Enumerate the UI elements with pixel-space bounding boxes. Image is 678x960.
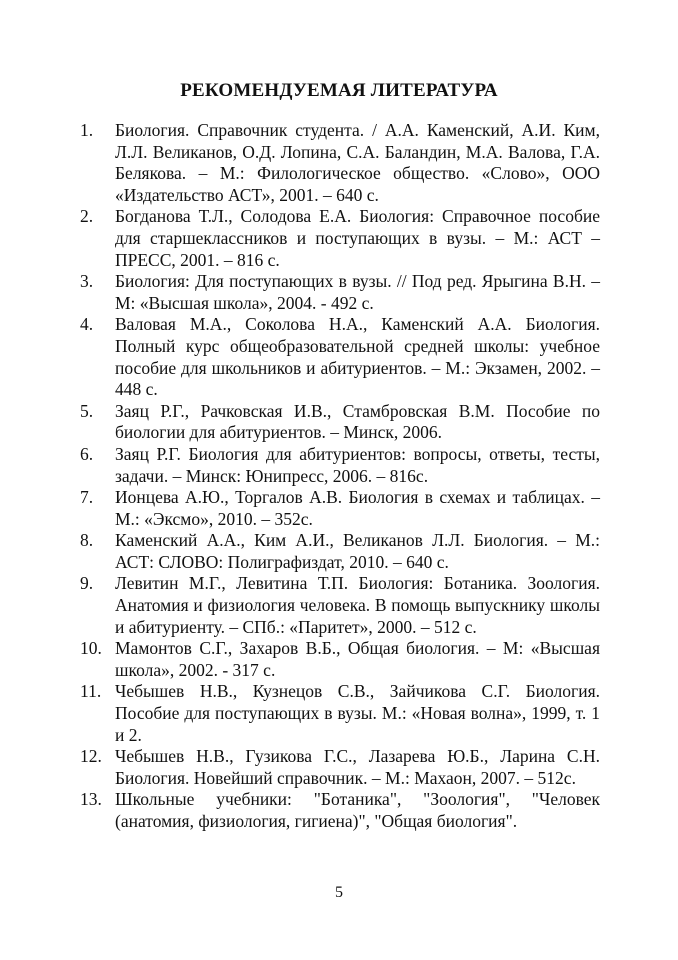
reference-number: 13. (80, 789, 102, 810)
reference-text: Биология: Для поступающих в вузы. // Под ред. Ярыгина В.Н. – М: «Высшая школа», 2004. - 492 с. (115, 271, 600, 313)
page-number: 5 (335, 884, 343, 901)
reference-number: 12. (80, 746, 102, 767)
reference-number: 3. (80, 271, 94, 292)
reference-text: Заяц Р.Г., Рачковская И.В., Стамбровская В.М. Пособие по биологии для абитуриентов. – Минск, 2006. (115, 400, 600, 443)
reference-item (80, 746, 600, 789)
reference-item (80, 530, 600, 573)
reference-item (80, 638, 600, 681)
reference-item (80, 573, 600, 638)
reference-item (80, 487, 600, 530)
reference-text: Школьные учебники: "Ботаника", "Зоология", "Человек (анатомия, физиология, гигиена)", "Общая биология". (115, 789, 600, 831)
reference-number: 11. (80, 681, 102, 702)
reference-item (80, 444, 600, 487)
reference-number: 2. (80, 206, 94, 227)
reference-text: Богданова Т.Л., Солодова Е.А. Биология: Справочное пособие для старшеклассников и поступающих в вузы. – М.: АСТ – ПРЕСС, 2001. – 816 с. (115, 206, 600, 270)
reference-text: Ионцева А.Ю., Торгалов А.В. Биология в схемах и таблицах. – М.: «Эксмо», 2010. – 352с. (115, 487, 600, 529)
reference-number: 10. (80, 638, 102, 659)
reference-text: Чебышев Н.В., Кузнецов С.В., Зайчикова С.Г. Биология. Пособие для поступающих в вузы. М.: «Новая волна», 1999, т. 1 и 2. (115, 681, 600, 745)
reference-number: 4. (80, 314, 94, 335)
reference-item (80, 271, 600, 314)
reference-number: 6. (80, 443, 94, 464)
reference-item (80, 401, 600, 444)
reference-number: 1. (80, 120, 94, 140)
reference-text: Биология. Справочник студента. / А.А. Каменский, А.И. Ким, Л.Л. Великанов, О.Д. Лопина, С.А. Баландин, М.А. Валова, Г.А. Белякова. – М.: Филологическое общество. «Слово», ООО «Издательство АСТ», 2001. – 640 с. (115, 120, 600, 205)
reference-number: 9. (80, 573, 94, 594)
reference-number: 5. (80, 400, 94, 421)
reference-item (80, 206, 600, 271)
page-title: РЕКОМЕНДУЕМАЯ ЛИТЕРАТУРА (180, 80, 498, 101)
reference-text: Левитин М.Г., Левитина Т.П. Биология: Ботаника. Зоология. Анатомия и физиология человека. В помощь выпускнику школы и абитуриенту. – СПб.: «Паритет», 2000. – 512 с. (115, 573, 600, 637)
reference-item (80, 120, 600, 206)
reference-text: Мамонтов С.Г., Захаров В.Б., Общая биология. – М: «Высшая школа», 2002. - 317 с. (115, 638, 600, 680)
reference-text: Валовая М.А., Соколова Н.А., Каменский А.А. Биология. Полный курс общеобразовательной средней школы: учебное пособие для школьников и абитуриентов. – М.: Экзамен, 2002. – 448 с. (115, 314, 600, 400)
reference-number: 8. (80, 530, 94, 551)
reference-text: Каменский А.А., Ким А.И., Великанов Л.Л. Биология. – М.: АСТ: СЛОВО: Полиграфиздат, 2010. – 640 с. (115, 530, 600, 572)
reference-text: Заяц Р.Г. Биология для абитуриентов: вопросы, ответы, тесты, задачи. – Минск: Юнипресс, 2006. – 816с. (115, 443, 600, 486)
reference-list (80, 120, 600, 833)
reference-item (80, 314, 600, 400)
reference-item (80, 681, 600, 746)
reference-text: Чебышев Н.В., Гузикова Г.С., Лазарева Ю.Б., Ларина С.Н. Биология. Новейший справочник. – М.: Махаон, 2007. – 512с. (115, 746, 600, 788)
reference-item (80, 789, 600, 832)
reference-number: 7. (80, 487, 94, 508)
